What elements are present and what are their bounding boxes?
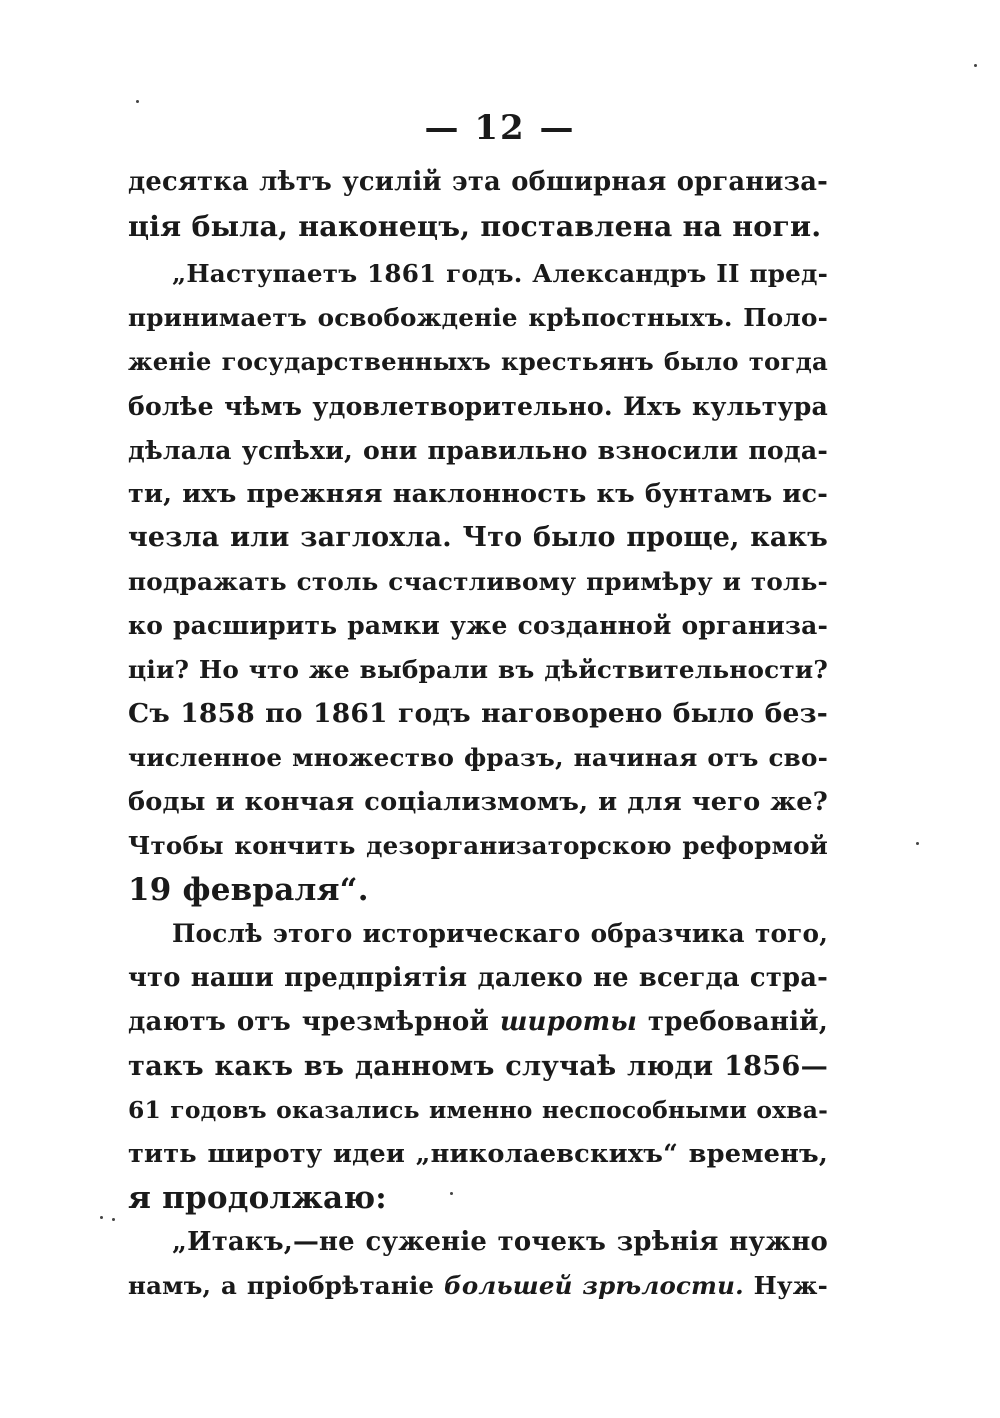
text-segment: намъ, а пріобрѣтаніе [128,1271,435,1300]
text-line-with-emphasis [128,1000,828,1044]
text-line: Чтобы кончить дезорганизаторскою реформой [128,831,828,860]
text-line: 61 годовъ оказались именно неспособными охва- [128,1096,828,1124]
text-line: десятка лѣтъ усилій эта обширная организа- [128,167,828,197]
scan-speck [974,64,977,67]
text-line: боды и кончая соціализмомъ, и для чего же? [128,787,828,817]
scan-speck [100,1216,103,1219]
text-segment: Нуж- [753,1271,828,1300]
text-line: болѣе чѣмъ удовлетворительно. Ихъ культура [128,391,828,421]
text-line: „Наступаетъ 1861 годъ. Александръ II пред- [172,259,828,288]
text-line: подражать столь счастливому примѣру и толь- [128,567,828,596]
text-line: Съ 1858 по 1861 годъ наговорено было без- [128,698,828,729]
text-line: женіе государственныхъ крестьянъ было тогда [128,347,828,376]
emphasis-text: широты [499,1007,638,1037]
text-line: ти, ихъ прежняя наклонность къ бунтамъ ис- [128,479,828,509]
text-segment: даютъ отъ чрезмѣрной [128,1007,489,1037]
text-line: я продолжаю: [128,1180,387,1216]
emphasis-text: большей зрѣлости. [443,1271,744,1300]
page-number: — 12 — [424,108,576,148]
text-line: ціи? Но что же выбрали въ дѣйствительности? [128,655,828,684]
text-line: численное множество фразъ, начиная отъ сво- [128,743,828,772]
text-segment: требованій, [647,1007,829,1037]
text-line-with-emphasis [128,1264,828,1308]
scan-speck [916,842,919,845]
scan-speck [450,1192,453,1195]
text-line: ція была, наконецъ, поставлена на ноги. [128,209,822,243]
text-line: Послѣ этого историческаго образчика того, [172,919,828,948]
text-line: такъ какъ въ данномъ случаѣ люди 1856— [128,1050,828,1082]
text-line: что наши предпріятія далеко не всегда стра- [128,963,828,993]
text-line: ко расширить рамки уже созданной организа- [128,611,828,640]
text-line: 19 февраля“. [128,872,369,908]
text-line: тить широту идеи „николаевскихъ“ временъ, [128,1139,828,1169]
text-line: дѣлала успѣхи, они правильно взносили пода- [128,435,828,465]
scan-speck [112,1218,115,1221]
text-line: „Итакъ,—не суженіе точекъ зрѣнія нужно [172,1227,828,1257]
text-line: чезла или заглохла. Что было проще, какъ [128,522,828,553]
scan-speck [136,100,139,103]
text-line: принимаетъ освобожденіе крѣпостныхъ. Поло- [128,303,828,332]
